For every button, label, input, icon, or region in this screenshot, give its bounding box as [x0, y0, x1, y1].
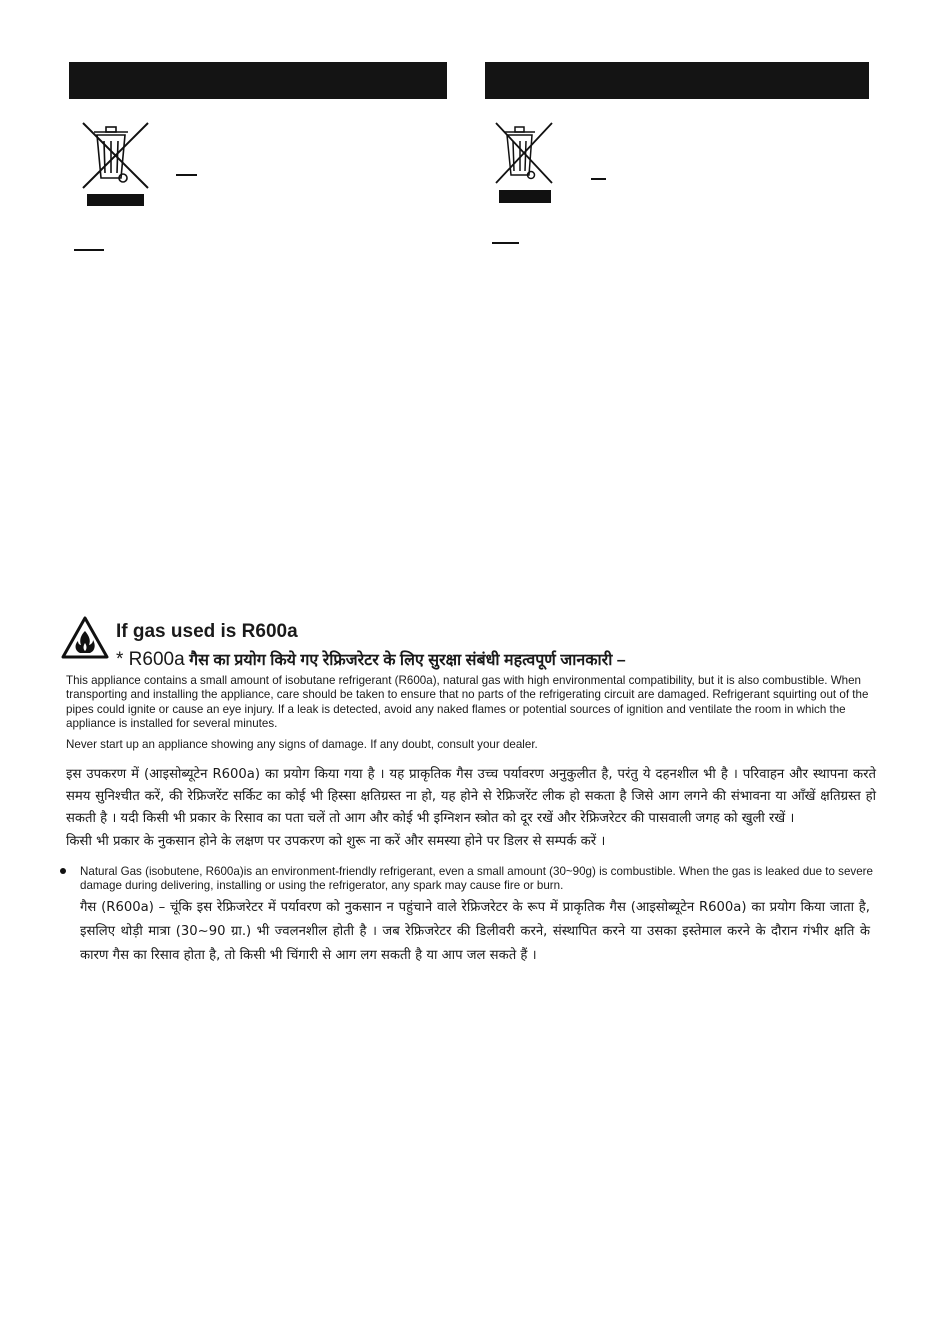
crossed-out-wheelie-bin-icon [493, 119, 555, 205]
crossed-out-wheelie-bin-icon [80, 118, 152, 208]
underline-mark [74, 249, 104, 251]
gas-warning-title: If gas used is R600a [116, 621, 298, 642]
english-paragraph: Never start up an appliance showing any signs of damage. If any doubt, consult your dealer. [66, 738, 538, 751]
hindi-paragraph: किसी भी प्रकार के नुकसान होने के लक्षण पर उपकरण को शुरू ना करें और समस्या होने पर डिलर से सम्पर्क करें । [66, 834, 606, 849]
flammable-warning-icon [60, 615, 110, 666]
english-paragraph: This appliance contains a small amount of isobutane refrigerant (R600a), natural gas with high environmental compatibility, but it is also combustible. When transporting and installing the appliance, care should be taken to ensure that no parts of the refrigerating circuit are damaged. Refrigerant squirting out of the pipes could ignite or cause an eye injury. If a leak is detected, avoid any naked flames or potential sources of ignition and ventilate the room in which the appliance is installed for several minutes. [66, 674, 869, 731]
bullet-hindi-text: गैस (R600a) – चूंकि इस रेफ्रिजरेटर में पर्यावरण को नुकसान न पहुंचाने वाले रेफ्रिजरेटर के रूप में प्राकृतिक गैस (आइसोब्यूटेन R600a) का प्रयोग किया जाता है, इसलिए थोड़ी मात्रा (30~90 ग्रा.) भी ज्वलनशील होती है । जब रेफ्रिजरेटर की डिलीवरी करने, संस्थापित करने या उसका इस्तेमाल करने के दौरान गंभीर क्षति के कारण गैस का रिसाव होता है, तो किसी भी चिंगारी से आग लग सकती है या आप जल सकते हैं । [80, 900, 870, 963]
hindi-warning-title [116, 648, 626, 671]
underline-mark [492, 242, 519, 244]
underline-mark [176, 174, 197, 176]
bullet-dot [60, 868, 66, 874]
hindi-title-prefix: * R600a [116, 649, 185, 670]
section-header-bar-left [69, 62, 447, 99]
hindi-title-text: गैस का प्रयोग किये गए रेफ्रिजरेटर के लिए सुरक्षा संबंधी महत्वपूर्ण जानकारी – [184, 652, 626, 669]
underline-mark [591, 178, 606, 180]
hindi-paragraph: इस उपकरण में (आइसोब्यूटेन R600a) का प्रयोग किया गया है । यह प्राकृतिक गैस उच्च पर्यावरण अनुकुलीत है, परंतु ये दहनशील भी है । परिवाहन और स्थापना करते समय सुनिश्चीत करें, की रेफ्रिजरेंट सर्किट का कोई भी हिस्सा क्षतिग्रस्त ना हो, यह होने से रेफ्रिजरेंट लीक हो सकता है जिसे आग लगने की संभावना या आँखें क्षतिग्रस्त हो सकती है । यदी किसी भी प्रकार के रिसाव का पता चलें तो आग और कोई भी इग्निशन स्त्रोत को दूर रखें और रेफ्रिजरेटर की पासवाली जगह को खुली रखें । [66, 767, 876, 826]
bullet-english-text: Natural Gas (isobutene, R600a)is an environment-friendly refrigerant, even a small amount (30~90g) is combustible. When the gas is leaked due to severe damage during delivering, installing or using the refrigerator, any spark may cause fire or burn. [80, 865, 873, 893]
section-header-bar-right [485, 62, 869, 99]
